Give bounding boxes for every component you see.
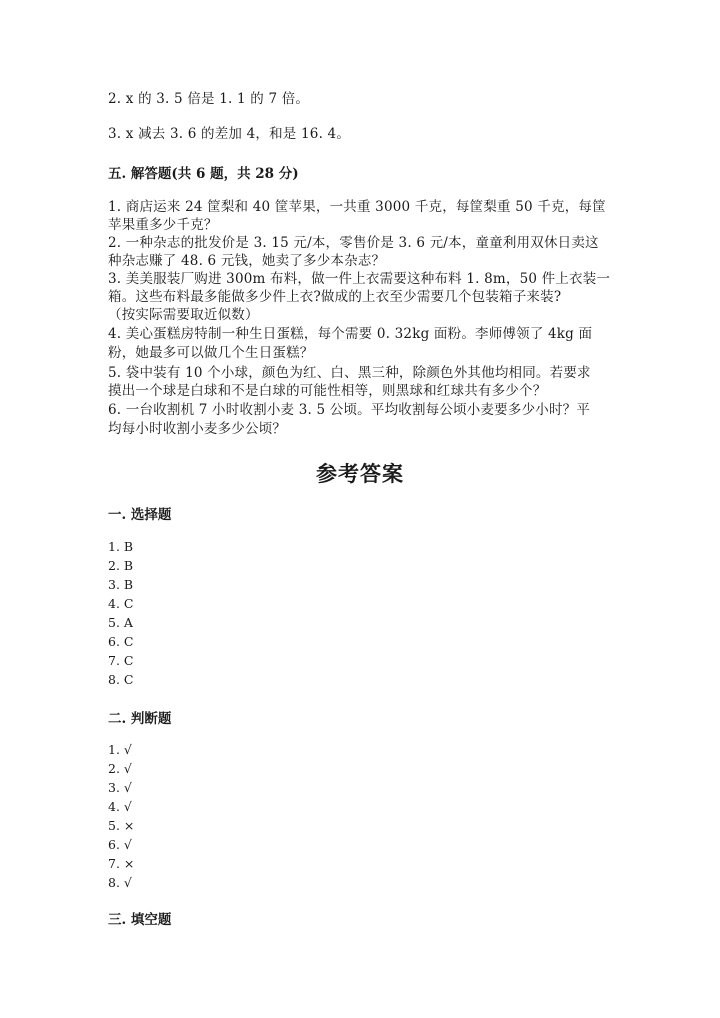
problem-line: 均每小时收割小麦多少公顷？ — [108, 421, 287, 437]
answer-item: 4. √ — [108, 799, 132, 814]
answer-item: 5. A — [108, 615, 133, 630]
problem-line: 种杂志赚了 48. 6 元钱，她卖了多少本杂志？ — [108, 253, 386, 269]
answer-item: 2. √ — [108, 761, 132, 776]
answer-item: 1. √ — [108, 742, 132, 757]
problem-line: 1. 商店运来 24 筐梨和 40 筐苹果，一共重 3000 千克，每筐梨重 50 千克，每筐 — [108, 199, 606, 215]
answer-item: 6. √ — [108, 837, 132, 852]
problem-line: （按实际需要取近似数） — [108, 307, 259, 323]
answer-item: 6. C — [108, 634, 134, 649]
answer-item: 2. B — [108, 558, 134, 573]
answer-item: 8. C — [108, 672, 134, 687]
problem-line: 3. 美美服装厂购进 300m 布料，做一件上衣需要这种布料 1. 8m，50 件上衣装一 — [108, 271, 611, 287]
problem-line: 苹果重多少千克？ — [108, 217, 218, 233]
problem-line: 粉，她最多可以做几个生日蛋糕？ — [108, 345, 314, 361]
problem-line: 2. 一种杂志的批发价是 3. 15 元/本，零售价是 3. 6 元/本，童童利用双休日卖这 — [108, 235, 599, 251]
section5-heading: 五. 解答题(共 6 题，共 28 分) — [108, 166, 299, 182]
answer-item: 8. √ — [108, 875, 132, 890]
answer-item: 7. × — [108, 856, 135, 871]
answers-section2-heading: 二. 判断题 — [108, 711, 172, 727]
answers-section3-heading: 三. 填空题 — [108, 912, 172, 928]
answers-section1-heading: 一. 选择题 — [108, 507, 172, 523]
equation-item-2: 2. x 的 3. 5 倍是 1. 1 的 7 倍。 — [108, 91, 310, 107]
problem-line: 5. 袋中装有 10 个小球，颜色为红、白、黑三种，除颜色外其他均相同。若要求 — [108, 365, 591, 381]
problem-line: 4. 美心蛋糕房特制一种生日蛋糕，每个需要 0. 32kg 面粉。李师傅领了 4kg 面 — [108, 326, 593, 342]
answer-item: 4. C — [108, 596, 134, 611]
equation-item-3: 3. x 减去 3. 6 的差加 4，和是 16. 4。 — [108, 126, 351, 142]
answer-item: 7. C — [108, 653, 134, 668]
problem-line: 箱。这些布料最多能做多少件上衣?做成的上衣至少需要几个包装箱子来装? — [108, 289, 562, 305]
answer-item: 1. B — [108, 539, 134, 554]
answer-item: 5. × — [108, 818, 135, 833]
answer-key-title: 参考答案 — [316, 461, 404, 486]
answer-item: 3. B — [108, 577, 134, 592]
problem-line: 6. 一台收割机 7 小时收割小麦 3. 5 公顷。平均收割每公顷小麦要多少小时？平 — [108, 402, 591, 418]
answer-item: 3. √ — [108, 780, 132, 795]
problem-line: 摸出一个球是白球和不是白球的可能性相等，则黑球和红球共有多少个？ — [108, 383, 547, 399]
